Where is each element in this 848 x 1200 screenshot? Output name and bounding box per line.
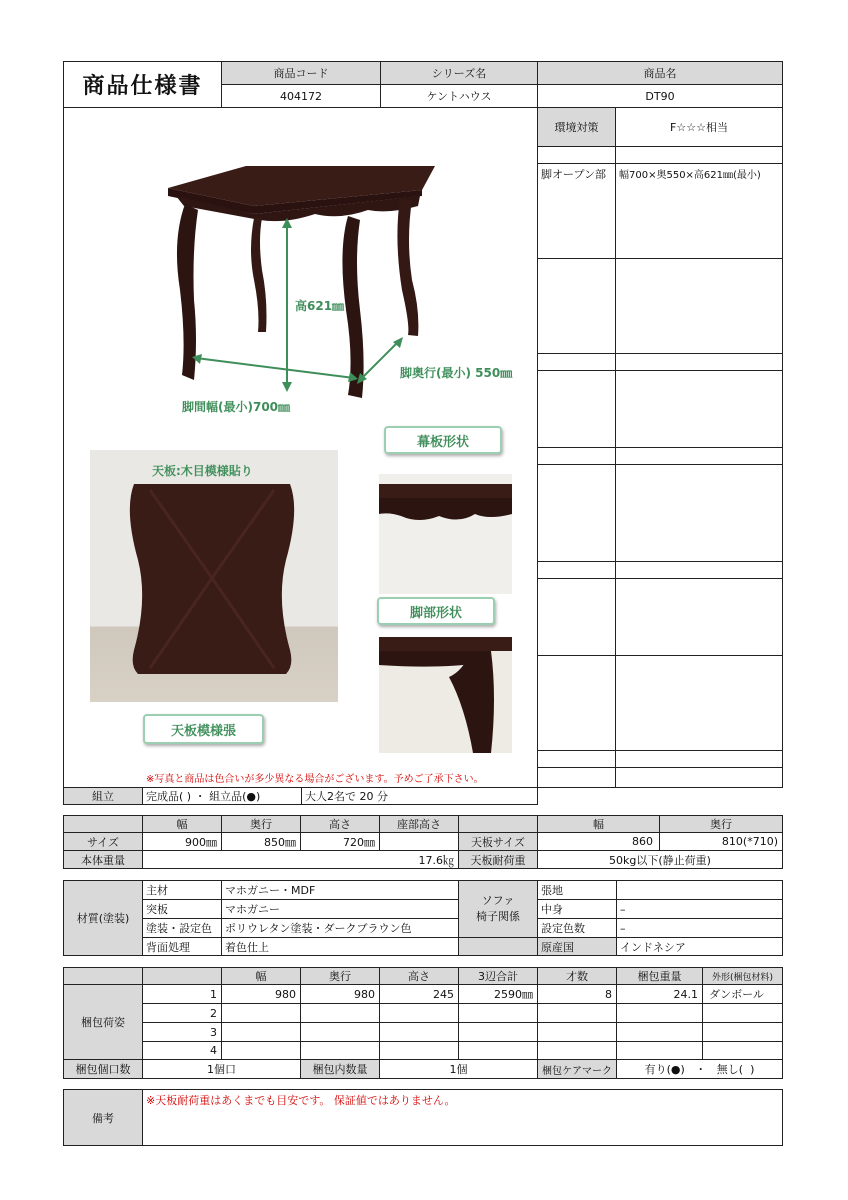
packing-rows (142, 984, 783, 1060)
depth-label: 脚奥行(最小) 550㎜ (400, 366, 513, 380)
apron-box: 幕板形状 (384, 426, 502, 454)
packing-inner-value: 1個 (379, 1059, 538, 1079)
side-row-blank (615, 767, 783, 788)
side-row-blank (615, 258, 783, 354)
tabletop-shape (90, 450, 338, 702)
top-col-width: 幅 (537, 815, 660, 833)
tabletop-photo (90, 450, 338, 702)
leg-box: 脚部形状 (377, 597, 495, 625)
table-leg-front-right (342, 216, 363, 398)
table-leg-front-left (177, 204, 198, 380)
apron-board (379, 498, 512, 520)
height-arrow-head-bottom (282, 382, 292, 392)
top-label: 天板:木目模様貼り (152, 464, 253, 478)
width-label: 脚間幅(最小)700㎜ (182, 400, 291, 414)
side-row-blank (537, 767, 616, 788)
leg-top-edge (379, 637, 512, 651)
packing-col: 高さ (379, 967, 459, 985)
material-value: ポリウレタン塗装・ダークブラウン色 (221, 918, 459, 938)
packing-row-weight (616, 1022, 703, 1042)
series-label: シリーズ名 (380, 61, 538, 85)
packing-row-width: 980 (221, 984, 301, 1004)
load-label: 天板耐荷重 (458, 850, 538, 869)
packing-col: 幅 (221, 967, 301, 985)
packing-row-depth (300, 1022, 380, 1042)
code-label: 商品コード (221, 61, 381, 85)
sofa-label-text: ソファ 椅子関係 (476, 894, 520, 923)
packing-col: 奥行 (300, 967, 380, 985)
sofa-rows (537, 880, 783, 956)
packing-row-material: ダンボール (702, 984, 783, 1004)
weight-label: 本体重量 (63, 850, 143, 869)
packing-inner-label: 梱包内数量 (300, 1059, 380, 1079)
packing-care-label: 梱包ケアマーク (537, 1059, 617, 1079)
apron-shape (379, 474, 512, 594)
sofa-label (458, 880, 538, 938)
size-seat (379, 832, 459, 851)
top-depth: 810(*710) (659, 832, 783, 851)
packing-col: 梱包重量 (616, 967, 703, 985)
size-col-width: 幅 (142, 815, 222, 833)
packing-row-material (702, 1003, 783, 1023)
side-row-blank (615, 353, 783, 371)
leg-value: 幅700×奥550×高621㎜(最小) (615, 163, 783, 259)
size-col-depth: 奥行 (221, 815, 301, 833)
packing-row-number: 2 (142, 1003, 222, 1023)
side-row-blank (615, 655, 783, 751)
packing-row-number: 4 (142, 1041, 222, 1060)
packing-row-depth (300, 1003, 380, 1023)
packing-row-weight (616, 1003, 703, 1023)
sofa-label-blank (458, 937, 538, 956)
side-row-blank (615, 464, 783, 562)
sofa-value: インドネシア (616, 937, 783, 956)
side-row-blank (537, 578, 616, 656)
packing-row-sum: 2590㎜ (458, 984, 538, 1004)
leg-label: 脚オープン部 (537, 163, 616, 259)
side-row-blank (537, 258, 616, 354)
packing-row-height (379, 1022, 459, 1042)
packing-header-blank (142, 967, 222, 985)
width-arrow (196, 358, 354, 378)
material-key: 主材 (142, 880, 222, 900)
top-size-label: 天板サイズ (458, 832, 538, 851)
packing-row-height (379, 1003, 459, 1023)
size-label: サイズ (63, 832, 143, 851)
material-key: 塗装・設定色 (142, 918, 222, 938)
apron-photo (379, 474, 512, 594)
sofa-value: – (616, 918, 783, 938)
sofa-key: 中身 (537, 899, 617, 919)
packing-row-sai (537, 1022, 617, 1042)
packing-row-material (702, 1022, 783, 1042)
packing-row-height: 245 (379, 984, 459, 1004)
packing-row-sai (537, 1041, 617, 1060)
leg-photo (379, 637, 512, 753)
size-col-height: 高さ (300, 815, 380, 833)
packing-count-label: 梱包個口数 (63, 1059, 143, 1079)
packing-row-sai (537, 1003, 617, 1023)
side-row-blank (537, 655, 616, 751)
doc-title (63, 61, 222, 108)
table-leg-back-left (251, 218, 267, 332)
material-value: 着色仕上 (221, 937, 459, 956)
size-header-blank (458, 815, 538, 833)
packing-col: 才数 (537, 967, 617, 985)
packing-row-sum (458, 1041, 538, 1060)
material-rows (142, 880, 459, 956)
size-header-blank (63, 815, 143, 833)
side-row-blank (615, 146, 783, 164)
leg-body (449, 651, 494, 753)
packing-row-sum (458, 1022, 538, 1042)
packing-row-material (702, 1041, 783, 1060)
material-label: 材質(塗装) (63, 880, 143, 956)
top-col-depth: 奥行 (659, 815, 783, 833)
material-value: マホガニー・MDF (221, 880, 459, 900)
packing-row-sum (458, 1003, 538, 1023)
side-row-blank (615, 447, 783, 465)
size-col-seat: 座部高さ (379, 815, 459, 833)
material-value: マホガニー (221, 899, 459, 919)
weight-value: 17.6㎏ (142, 850, 459, 869)
packing-col: 3辺合計 (458, 967, 538, 985)
size-height: 720㎜ (300, 832, 380, 851)
assembly-value: 完成品( ) ・ 組立品(●) (142, 787, 302, 805)
side-row-blank (537, 561, 616, 579)
packing-row-depth: 980 (300, 984, 380, 1004)
sofa-value: – (616, 899, 783, 919)
series-value: ケントハウス (380, 84, 538, 108)
side-row-blank (537, 750, 616, 768)
side-spec-column (537, 107, 783, 788)
load-value: 50kg以下(静止荷重) (537, 850, 783, 869)
assembly-people: 大人2名で 20 分 (301, 787, 538, 805)
remarks-label: 備考 (63, 1089, 143, 1146)
photo-note: ※写真と商品は色合いが多少異なる場合がございます。予めご了承下さい。 (146, 774, 484, 785)
packing-row-sai: 8 (537, 984, 617, 1004)
side-row-blank (537, 464, 616, 562)
packing-row-width (221, 1003, 301, 1023)
table-leg-back-right (397, 198, 418, 336)
top-pattern-box: 天板模様張 (143, 714, 264, 744)
size-width: 900㎜ (142, 832, 222, 851)
packing-label: 梱包荷姿 (63, 984, 143, 1060)
side-row-blank (537, 353, 616, 371)
sofa-key: 張地 (537, 880, 617, 900)
depth-arrow (360, 340, 400, 380)
size-depth: 850㎜ (221, 832, 301, 851)
material-key: 背面処理 (142, 937, 222, 956)
side-row-blank (537, 447, 616, 465)
side-row-blank (537, 370, 616, 448)
sofa-value (616, 880, 783, 900)
side-row-blank (615, 750, 783, 768)
packing-header-blank (63, 967, 143, 985)
packing-row-depth (300, 1041, 380, 1060)
remarks-text: ※天板耐荷重はあくまでも目安です。 保証値ではありません。 (142, 1089, 783, 1146)
packing-count-value: 1個口 (142, 1059, 301, 1079)
packing-row-height (379, 1041, 459, 1060)
side-row-blank (615, 370, 783, 448)
assembly-label: 組立 (63, 787, 143, 805)
leg-shape (379, 637, 512, 753)
material-key: 突板 (142, 899, 222, 919)
packing-row-weight (616, 1041, 703, 1060)
side-row-blank (615, 561, 783, 579)
packing-row-width (221, 1022, 301, 1042)
packing-row-number: 1 (142, 984, 222, 1004)
env-label: 環境対策 (537, 107, 616, 147)
height-label: 高621㎜ (295, 299, 345, 313)
side-row-blank (537, 146, 616, 164)
apron-top-edge (379, 484, 512, 498)
top-width: 860 (537, 832, 660, 851)
doc-title-text: 商品仕様書 (82, 74, 203, 99)
sofa-key: 原産国 (537, 937, 617, 956)
packing-row-weight: 24.1 (616, 984, 703, 1004)
packing-col: 外形(梱包材料) (702, 967, 783, 985)
sofa-key: 設定色数 (537, 918, 617, 938)
packing-care-value: 有り(●) ・ 無し( ) (616, 1059, 783, 1079)
name-label: 商品名 (537, 61, 783, 85)
name-value: DT90 (537, 84, 783, 108)
packing-row-number: 3 (142, 1022, 222, 1042)
code-value: 404172 (221, 84, 381, 108)
packing-row-width (221, 1041, 301, 1060)
side-row-blank (615, 578, 783, 656)
env-value: F☆☆☆相当 (615, 107, 783, 147)
